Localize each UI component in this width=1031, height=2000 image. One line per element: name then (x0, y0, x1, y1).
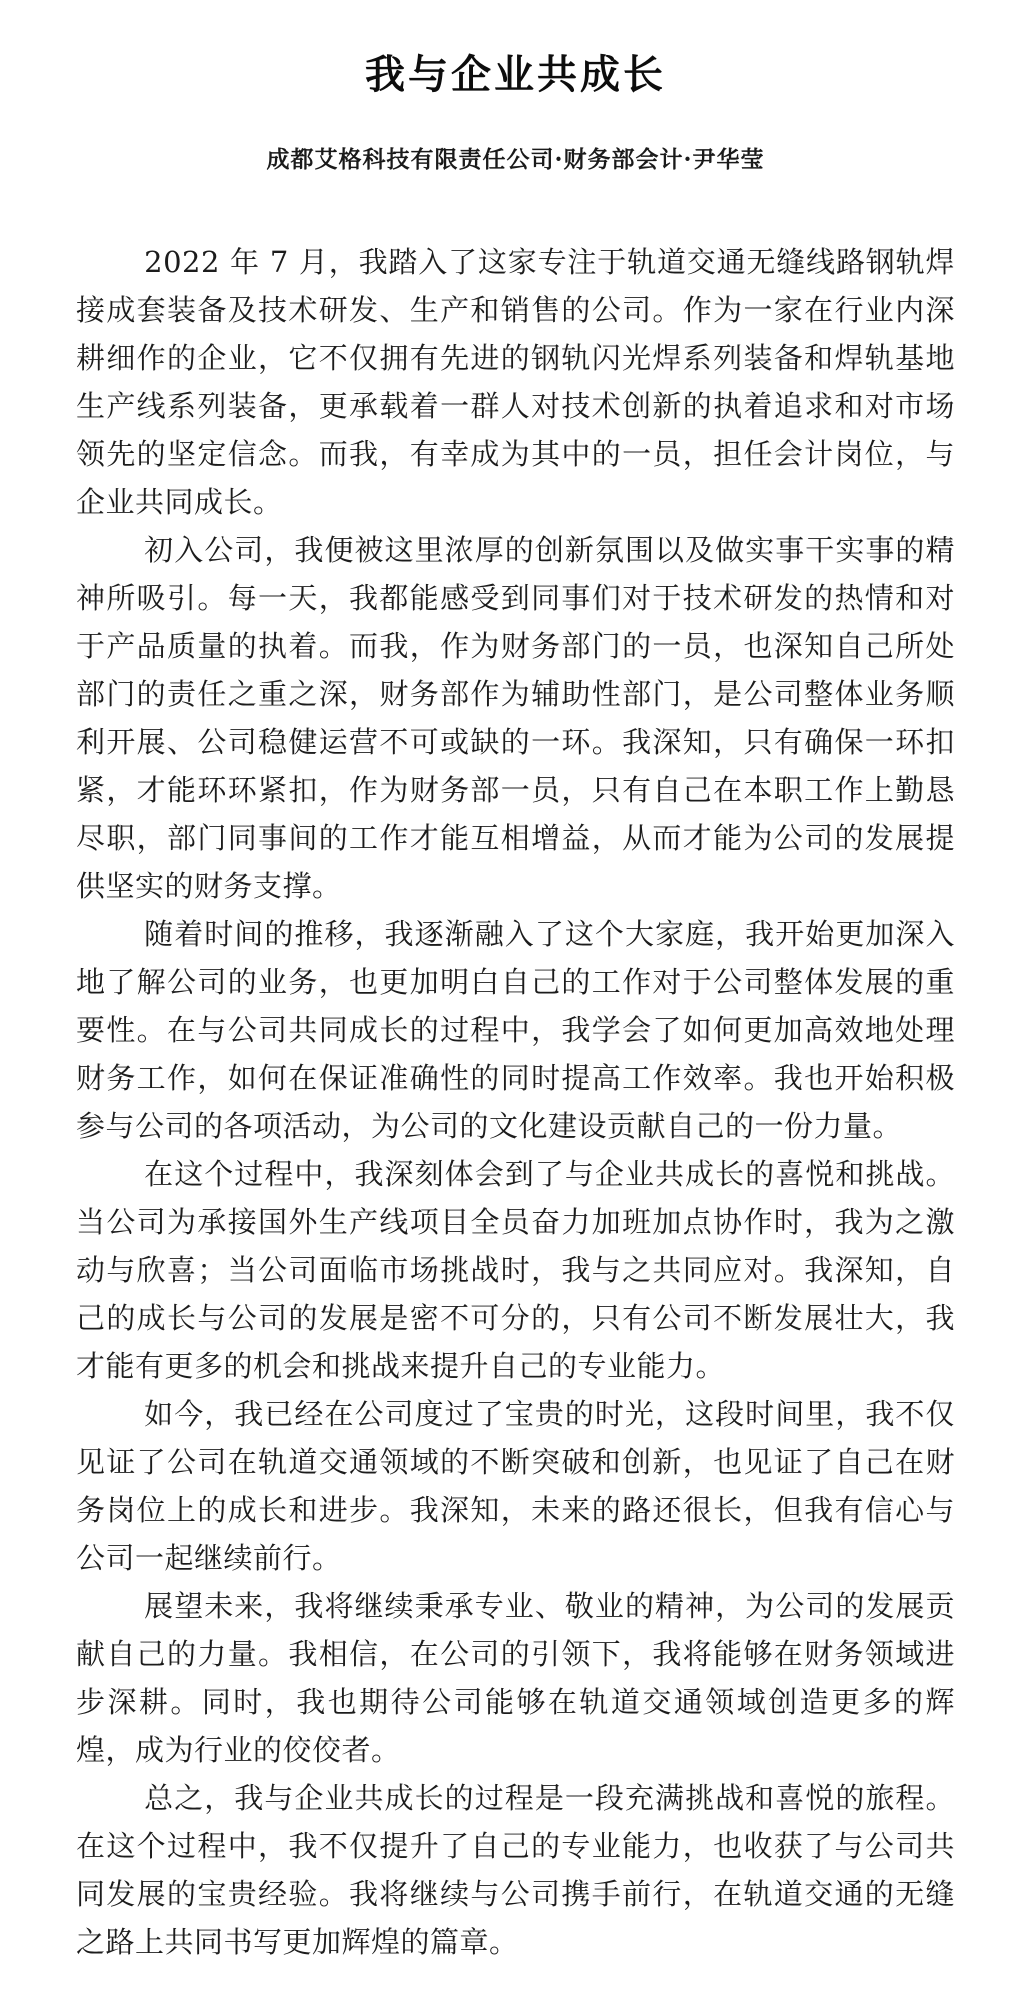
essay-title: 我与企业共成长 (365, 51, 666, 98)
essay-paragraph: 初入公司，我便被这里浓厚的创新氛围以及做实事干实事的精神所吸引。每一天，我都能感受到同事们对于技术研发的热情和对于产品质量的执着。而我，作为财务部门的一员，也深知自己所处部门的责任之重之深，财务部作为辅助性部门，是公司整体业务顺利开展、公司稳健运营不可或缺的一环。我深知，只有确保一环扣紧，才能环环紧扣，作为财务部一员，只有自己在本职工作上勤恳尽职，部门同事间的工作才能互相增益，从而才能为公司的发展提供坚实的财务支撑。 (76, 533, 955, 903)
essay-paragraph: 总之，我与企业共成长的过程是一段充满挑战和喜悦的旅程。在这个过程中，我不仅提升了自己的专业能力，也收获了与公司共同发展的宝贵经验。我将继续与公司携手前行，在轨道交通的无缝之路上共同书写更加辉煌的篇章。 (76, 1781, 955, 1959)
essay-paragraph: 如今，我已经在公司度过了宝贵的时光，这段时间里，我不仅见证了公司在轨道交通领域的不断突破和创新，也见证了自己在财务岗位上的成长和进步。我深知，未来的路还很长，但我有信心与公司一起继续前行。 (76, 1397, 955, 1575)
essay-byline: 成都艾格科技有限责任公司·财务部会计·尹华莹 (266, 146, 765, 173)
essay-body (76, 238, 955, 1966)
essay-paragraph: 展望未来，我将继续秉承专业、敬业的精神，为公司的发展贡献自己的力量。我相信，在公司的引领下，我将能够在财务领域进步深耕。同时，我也期待公司能够在轨道交通领域创造更多的辉煌，成为行业的佼佼者。 (76, 1589, 955, 1767)
essay-paragraph: 2022 年 7 月，我踏入了这家专注于轨道交通无缝线路钢轨焊接成套装备及技术研发、生产和销售的公司。作为一家在行业内深耕细作的企业，它不仅拥有先进的钢轨闪光焊系列装备和焊轨基地生产线系列装备，更承载着一群人对技术创新的执着追求和对市场领先的坚定信念。而我，有幸成为其中的一员，担任会计岗位，与企业共同成长。 (76, 245, 955, 519)
essay-paragraph: 在这个过程中，我深刻体会到了与企业共成长的喜悦和挑战。当公司为承接国外生产线项目全员奋力加班加点协作时，我为之激动与欣喜；当公司面临市场挑战时，我与之共同应对。我深知，自己的成长与公司的发展是密不可分的，只有公司不断发展壮大，我才能有更多的机会和挑战来提升自己的专业能力。 (76, 1157, 955, 1383)
essay-paragraph: 随着时间的推移，我逐渐融入了这个大家庭，我开始更加深入地了解公司的业务，也更加明白自己的工作对于公司整体发展的重要性。在与公司共同成长的过程中，我学会了如何更加高效地处理财务工作，如何在保证准确性的同时提高工作效率。我也开始积极参与公司的各项活动，为公司的文化建设贡献自己的一份力量。 (76, 917, 955, 1143)
